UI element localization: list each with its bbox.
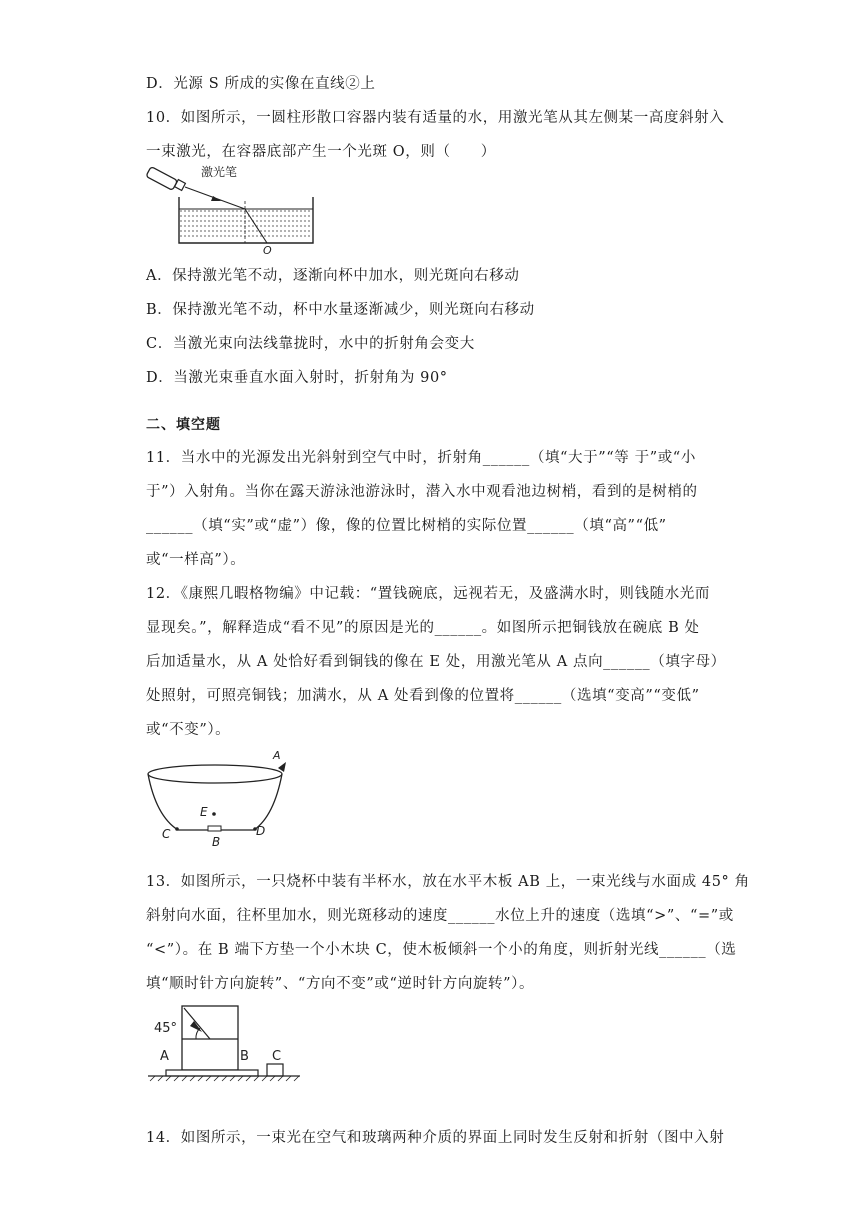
q11-line-2: 于”）入射角。当你在露天游泳池游泳时，潜入水中观看池边树梢，看到的是树梢的: [146, 484, 698, 500]
q12-line-4: 处照射，可照亮铜钱；加满水，从 A 处看到像的位置将______（选填“变高”“变低”: [146, 688, 700, 704]
point-b-label: B: [212, 835, 221, 848]
laser-pen-icon: [146, 167, 185, 191]
block-c: [267, 1064, 283, 1076]
q11-line-1: 11．当水中的光源发出光斜射到空气中时，折射角______（填“大于”“等 于”或“小: [146, 450, 696, 466]
q10-option-a: A．保持激光笔不动，逐渐向杯中加水，则光斑向右移动: [146, 268, 520, 284]
q10-stem-line-2: 一束激光，在容器底部产生一个光斑 O，则（ ）: [146, 144, 496, 160]
point-d-label: D: [256, 824, 266, 838]
q14-line-1: 14．如图所示，一束光在空气和玻璃两种介质的界面上同时发生反射和折射（图中入射: [146, 1130, 725, 1146]
point-c-dot: [175, 827, 179, 831]
laser-pen-label: 激光笔: [201, 165, 238, 179]
point-e-label: E: [200, 805, 208, 819]
q13-line-3: “<”）。在 B 端下方垫一个小木块 C，使木板倾斜一个小的角度，则折射光线______（选: [146, 942, 737, 958]
q10-option-d: D．当激光束垂直水面入射时，折射角为 90°: [146, 370, 448, 386]
q12-line-1: 12．《康熙几暇格物编》中记载：“置钱碗底，远视若无，及盛满水时，则钱随水光而: [146, 586, 711, 602]
q13-beaker-figure: [144, 1004, 304, 1082]
water-lines: [180, 211, 312, 236]
q10-option-c: C．当激光束向法线靠拢时，水中的折射角会变大: [146, 336, 475, 352]
q12-bowl-figure: [144, 746, 304, 848]
q9-option-d: D．光源 S 所成的实像在直线②上: [146, 76, 376, 92]
coin-b: [208, 826, 221, 831]
eye-icon: [278, 762, 286, 772]
point-c-label: C: [162, 827, 171, 841]
q13-line-2: 斜射向水面，往杯里加水，则光斑移动的速度______水位上升的速度（选填“>”、“=”或: [146, 908, 734, 924]
q12-line-3: 后加适量水，从 A 处恰好看到铜钱的像在 E 处，用激光笔从 A 点向______（填字母）: [146, 654, 726, 670]
q10-stem-line-1: 10．如图所示，一圆柱形散口容器内装有适量的水，用激光笔从其左侧某一高度斜射入: [146, 110, 725, 126]
label-b: B: [240, 1049, 249, 1064]
section-title: 二、填空题: [146, 417, 221, 433]
q11-line-4: 或“一样高”）。: [146, 552, 246, 568]
q13-line-1: 13．如图所示，一只烧杯中装有半杯水，放在水平木板 AB 上，一束光线与水面成 45° 角: [146, 874, 750, 890]
point-e-dot: [212, 812, 216, 816]
q10-figure: [145, 163, 325, 255]
angle-label: 45°: [154, 1021, 178, 1036]
spot-o-label: O: [263, 244, 272, 255]
label-a: A: [160, 1049, 169, 1064]
board-ab: [166, 1070, 258, 1076]
q12-line-2: 显现矣。”，解释造成“看不见”的原因是光的______。如图所示把铜钱放在碗底 B 处: [146, 620, 700, 636]
label-c: C: [272, 1049, 282, 1064]
point-a-label: A: [273, 749, 281, 762]
q12-line-5: 或“不变”）。: [146, 722, 231, 738]
ground-hatch: [150, 1076, 299, 1081]
bowl-rim: [148, 765, 282, 783]
q11-line-3: ______（填“实”或“虚”）像，像的位置比树梢的实际位置______（填“高”“低”: [146, 518, 667, 534]
q10-option-b: B．保持激光笔不动，杯中水量逐渐减少，则光斑向右移动: [146, 302, 535, 318]
q13-line-4: 填“顺时针方向旋转”、“方向不变”或“逆时针方向旋转”）。: [146, 976, 535, 992]
